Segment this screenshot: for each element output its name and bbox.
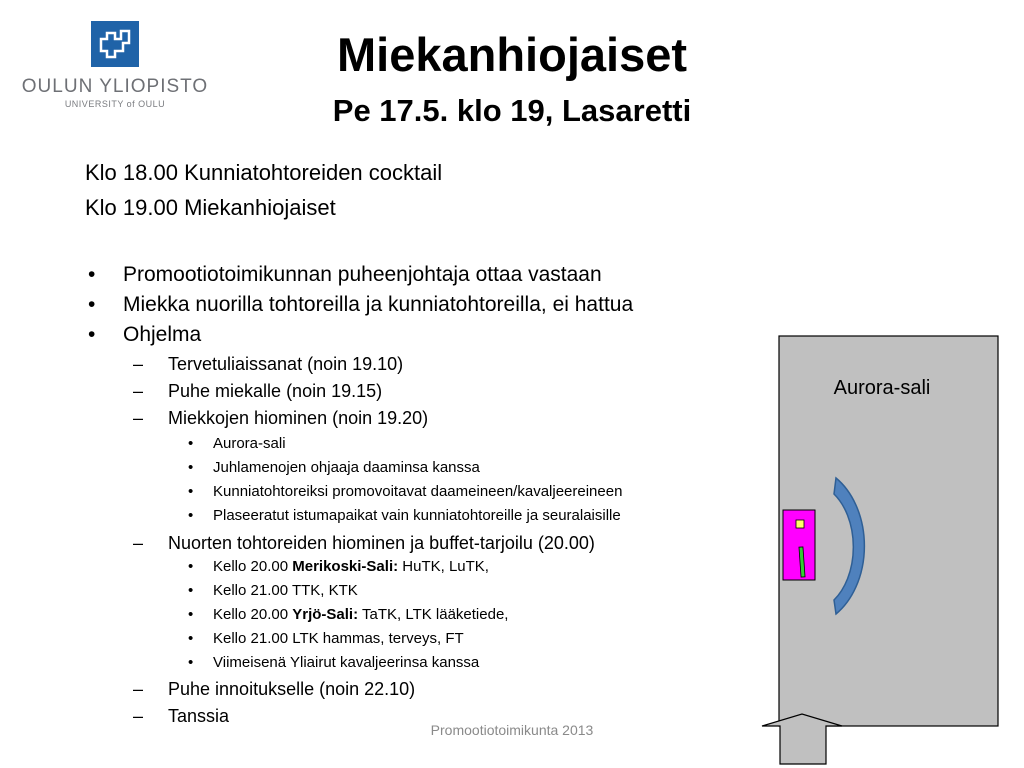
bullet-icon: •: [188, 654, 194, 671]
bullet-icon: •: [188, 483, 194, 500]
bullet-icon: •: [188, 630, 194, 647]
bullet-icon: •: [88, 293, 96, 316]
position-marker: [796, 520, 804, 528]
bullet-icon: •: [188, 606, 194, 623]
venue-name: Yrjö-Sali:: [292, 606, 359, 623]
dash-icon: –: [133, 381, 144, 401]
program-text: Nuorten tohtoreiden hiominen ja buffet-tarjoilu (20.00): [168, 533, 595, 553]
bullet-icon: •: [88, 323, 96, 346]
sub-item-text: Kello 21.00 LTK hammas, terveys, FT: [213, 630, 464, 647]
program-text: Tanssia: [168, 706, 230, 726]
program-text: Puhe miekalle (noin 19.15): [168, 381, 383, 401]
dash-icon: –: [133, 706, 144, 726]
bullet-text: Ohjelma: [123, 323, 202, 346]
sub-item-faculties: TaTK, LTK lääketiede,: [358, 606, 509, 623]
sub-item-time: Kello 20.00: [213, 558, 293, 575]
bullet-icon: •: [188, 507, 194, 524]
bullet-icon: •: [188, 558, 194, 575]
dash-icon: –: [133, 533, 144, 553]
bullet-text: Promootiotoimikunnan puheenjohtaja ottaa vastaan: [123, 263, 602, 286]
sub-item-faculties: HuTK, LuTK,: [398, 558, 489, 575]
program-text: Puhe innoitukselle (noin 22.10): [168, 679, 416, 699]
slide-footer: Promootiotoimikunta 2013: [430, 722, 594, 738]
intro-line-cocktail: Klo 18.00 Kunniatohtoreiden cocktail: [85, 160, 443, 185]
sub-item-text: Kello 21.00 TTK, KTK: [213, 582, 358, 599]
intro-line-event: Klo 19.00 Miekanhiojaiset: [85, 195, 336, 220]
sub-item-text: [213, 557, 489, 577]
university-name: OULUN YLIOPISTO: [21, 76, 209, 97]
dash-icon: –: [133, 354, 144, 374]
bullet-icon: •: [188, 459, 194, 476]
hall-label: Aurora-sali: [833, 377, 931, 399]
slide-subtitle: Pe 17.5. klo 19, Lasaretti: [332, 93, 692, 128]
sub-item-text: Kunniatohtoreiksi promovoitavat daameineen/kavaljeereineen: [213, 483, 623, 500]
bullet-icon: •: [188, 435, 194, 452]
dash-icon: –: [133, 408, 144, 428]
bullet-icon: •: [88, 263, 96, 286]
dash-icon: –: [133, 679, 144, 699]
venue-name: Merikoski-Sali:: [292, 558, 399, 575]
sub-item-text: Viimeisenä Yliairut kavaljeerinsa kanssa: [213, 654, 480, 671]
slide-title: Miekanhiojaiset: [337, 28, 687, 81]
sub-item-text: Juhlamenojen ohjaaja daaminsa kanssa: [213, 459, 480, 476]
bullet-text: Miekka nuorilla tohtoreilla ja kunniatohtoreilla, ei hattua: [123, 293, 634, 316]
sub-item-time: Kello 20.00: [213, 606, 293, 623]
sub-item-text: Aurora-sali: [213, 435, 286, 452]
bullet-icon: •: [188, 582, 194, 599]
program-text: Miekkojen hiominen (noin 19.20): [168, 408, 429, 428]
sub-item-text: Plaseeratut istumapaikat vain kunniatohtoreille ja seuralaisille: [213, 507, 621, 524]
sub-item-text: [213, 605, 508, 625]
university-subtitle: UNIVERSITY of OULU: [64, 99, 166, 109]
program-text: Tervetuliaissanat (noin 19.10): [168, 354, 404, 374]
